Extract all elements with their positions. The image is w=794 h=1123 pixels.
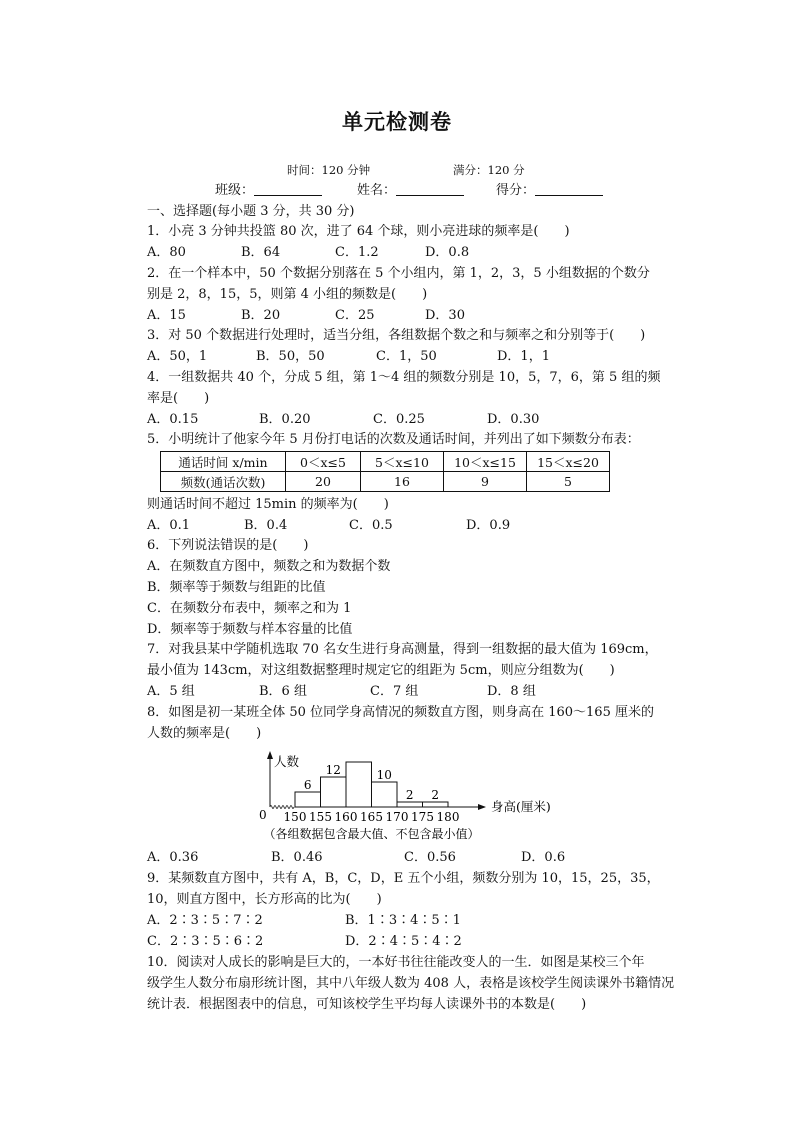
x-tick-label: 170 — [385, 810, 409, 824]
q7-option-c[interactable]: C．7 组 — [370, 684, 419, 699]
q8-option-c[interactable]: C．0.56 — [404, 850, 456, 865]
question-5-prompt: 则通话时间不超过 15min 的频率为( ) — [147, 497, 389, 512]
table-cell: 0＜x≤5 — [286, 452, 361, 472]
q2-option-c[interactable]: C．25 — [335, 308, 375, 323]
table-cell: 9 — [444, 472, 527, 492]
x-tick-label: 165 — [360, 810, 383, 824]
y-axis-arrow — [267, 751, 273, 759]
histogram-bar — [295, 792, 321, 807]
q5-option-c[interactable]: C．0.5 — [349, 518, 393, 533]
section-heading: 一、选择题(每小题 3 分，共 30 分) — [147, 204, 355, 219]
q3-option-b[interactable]: B．50，50 — [256, 349, 325, 364]
q7-option-d[interactable]: D．8 组 — [487, 684, 536, 699]
table-cell: 16 — [361, 472, 444, 492]
q6-option-c[interactable]: C．在频数分布表中，频率之和为 1 — [147, 601, 352, 616]
histogram-bar — [321, 777, 347, 807]
chart-caption: （各组数据包含最大值、不包含最小值） — [263, 827, 480, 841]
question-6: 6．下列说法错误的是( ) — [147, 538, 309, 553]
q8-option-b[interactable]: B．0.46 — [271, 850, 323, 865]
question-8-line-2: 人数的频率是( ) — [147, 726, 262, 741]
table-cell: 5＜x≤10 — [361, 452, 444, 472]
q2-option-d[interactable]: D．30 — [425, 308, 465, 323]
table-cell: 通话时间 x/min — [161, 452, 286, 472]
points-blank[interactable] — [535, 182, 603, 196]
q9-option-a[interactable]: A．2∶3∶5∶7∶2 — [147, 913, 263, 928]
question-4-line-1: 4．一组数据共 40 个，分成 5 组，第 1～4 组的频数分别是 10，5，7，6，第 5 组的频 — [147, 370, 661, 385]
histogram-bar — [372, 782, 398, 807]
table-cell: 10＜x≤15 — [444, 452, 527, 472]
q6-option-d[interactable]: D．频率等于频数与样本容量的比值 — [147, 622, 353, 637]
q3-option-d[interactable]: D．1，1 — [497, 349, 550, 364]
x-tick-label: 155 — [309, 810, 332, 824]
q6-option-b[interactable]: B．频率等于频数与组距的比值 — [147, 580, 326, 595]
question-2-line-2: 别是 2，8，15，5，则第 4 小组的频数是( ) — [147, 287, 428, 302]
name-field[interactable] — [357, 182, 464, 200]
q2-option-b[interactable]: B．20 — [241, 308, 281, 323]
points-label: 得分： — [496, 183, 536, 198]
y-axis-label: 人数 — [274, 754, 300, 769]
histogram-bar — [397, 802, 423, 807]
bar-value-label: 2 — [431, 788, 440, 802]
q9-option-c[interactable]: C．2∶3∶5∶6∶2 — [147, 934, 264, 949]
q1-option-b[interactable]: B．64 — [241, 245, 281, 260]
q3-option-a[interactable]: A．50，1 — [147, 349, 208, 364]
time-info: 时间：120 分钟 — [287, 163, 371, 177]
name-label: 姓名： — [357, 183, 397, 198]
q5-option-a[interactable]: A．0.1 — [147, 518, 191, 533]
q2-option-a[interactable]: A．15 — [147, 308, 186, 323]
q4-option-d[interactable]: D．0.30 — [487, 412, 540, 427]
x-tick-label: 150 — [283, 810, 307, 824]
bar-value-label: 2 — [405, 788, 414, 802]
q9-option-d[interactable]: D．2∶4∶5∶4∶2 — [345, 934, 462, 949]
q8-option-d[interactable]: D．0.6 — [521, 850, 566, 865]
x-tick-label: 175 — [411, 810, 434, 824]
question-2-line-1: 2．在一个样本中，50 个数据分别落在 5 个小组内，第 1，2，3，5 小组数据的个数分 — [147, 266, 650, 281]
histogram-bar — [423, 802, 449, 807]
x-axis-arrow — [478, 804, 486, 810]
x-tick-label: 160 — [334, 810, 358, 824]
q3-option-c[interactable]: C．1，50 — [376, 349, 437, 364]
q4-option-b[interactable]: B．0.20 — [259, 412, 311, 427]
q8-option-a[interactable]: A．0.36 — [147, 850, 199, 865]
score-info: 满分：120 分 — [453, 163, 525, 177]
q4-option-a[interactable]: A．0.15 — [147, 412, 199, 427]
q7-option-a[interactable]: A．5 组 — [147, 684, 195, 699]
question-10-line-3: 统计表．根据图表中的信息，可知该校学生平均每人读课外书的本数是( ) — [147, 997, 587, 1012]
question-8-line-1: 8．如图是初一某班全体 50 位同学身高情况的频数直方图，则身高在 160～165 厘米的 — [147, 705, 654, 720]
q1-option-d[interactable]: D．0.8 — [425, 245, 470, 260]
frequency-table — [160, 451, 610, 492]
q4-option-c[interactable]: C．0.25 — [373, 412, 425, 427]
question-7-line-2: 最小值为 143cm，对这组数据整理时规定它的组距为 5cm，则应分组数为( ) — [147, 663, 615, 678]
x-axis-label: 身高(厘米) — [491, 799, 551, 814]
bar-value-label: 12 — [325, 763, 341, 777]
question-4-line-2: 率是( ) — [147, 391, 210, 406]
x-tick-label: 180 — [436, 810, 460, 824]
q7-option-b[interactable]: B．6 组 — [259, 684, 307, 699]
q1-option-a[interactable]: A．80 — [147, 245, 186, 260]
q6-option-a[interactable]: A．在频数直方图中，频数之和为数据个数 — [147, 559, 391, 574]
bar-value-label: 6 — [303, 778, 312, 792]
table-row — [161, 472, 610, 492]
class-blank[interactable] — [254, 182, 322, 196]
question-7-line-1: 7．对我县某中学随机选取 70 名女生进行身高测量，得到一组数据的最大值为 169cm， — [147, 642, 658, 657]
histogram-bar — [346, 762, 372, 807]
table-cell: 15＜x≤20 — [527, 452, 610, 472]
question-9-line-1: 9．某频数直方图中，共有 A，B，C，D，E 五个小组，频数分别为 10，15，25，35， — [147, 871, 660, 886]
axis-break — [270, 806, 294, 809]
q1-option-c[interactable]: C．1.2 — [335, 245, 379, 260]
q5-option-d[interactable]: D．0.9 — [466, 518, 511, 533]
question-1: 1．小亮 3 分钟共投篮 80 次，进了 64 个球，则小亮进球的频率是( ) — [147, 224, 570, 239]
class-label: 班级： — [215, 183, 255, 198]
question-3: 3．对 50 个数据进行处理时，适当分组，各组数据个数之和与频率之和分别等于( ) — [147, 328, 646, 343]
origin-label: 0 — [259, 808, 267, 822]
table-row — [161, 452, 610, 472]
points-field[interactable] — [496, 182, 603, 200]
page-title: 单元检测卷 — [342, 109, 452, 134]
question-5: 5．小明统计了他家今年 5 月份打电话的次数及通话时间，并列出了如下频数分布表： — [147, 432, 640, 447]
bar-value-label: 10 — [376, 768, 392, 782]
height-histogram — [0, 744, 794, 844]
q5-option-b[interactable]: B．0.4 — [244, 518, 288, 533]
table-cell: 频数(通话次数) — [161, 472, 286, 492]
class-field[interactable] — [215, 182, 322, 200]
table-cell: 20 — [286, 472, 361, 492]
question-10-line-1: 10．阅读对人成长的影响是巨大的，一本好书往往能改变人的一生．如图是某校三个年 — [147, 955, 645, 970]
question-9-line-2: 10，则直方图中，长方形高的比为( ) — [147, 892, 382, 907]
table-cell: 5 — [527, 472, 610, 492]
name-blank[interactable] — [396, 182, 464, 196]
question-10-line-2: 级学生人数分布扇形统计图，其中八年级人数为 408 人，表格是该校学生阅读课外书籍情况 — [147, 976, 675, 991]
q9-option-b[interactable]: B．1∶3∶4∶5∶1 — [345, 913, 461, 928]
